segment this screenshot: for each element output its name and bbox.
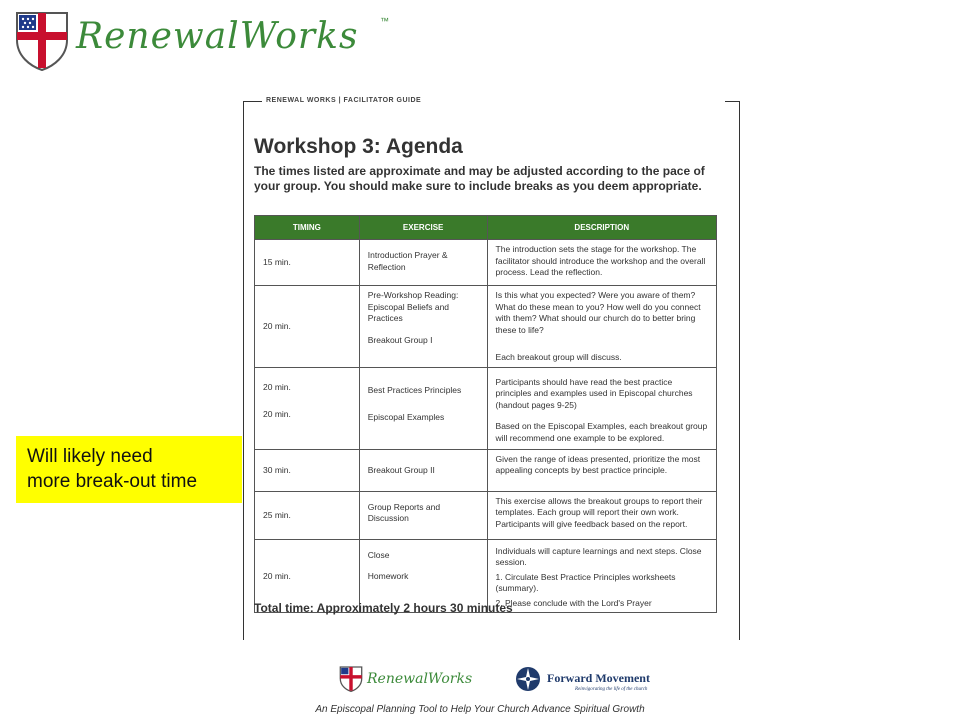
spacer <box>263 393 351 409</box>
page-title: Workshop 3: Agenda <box>254 135 463 158</box>
table-row <box>255 491 717 539</box>
exercise-cell: Breakout Group II <box>359 449 487 491</box>
footer-tagline: An Episcopal Planning Tool to Help Your Church Advance Spiritual Growth <box>315 704 645 715</box>
description-text: Individuals will capture learnings and next steps. Close session. <box>495 545 702 567</box>
episcopal-shield-icon <box>339 664 363 694</box>
trademark-mark: ™ <box>380 16 389 26</box>
top-rule-left <box>244 101 262 102</box>
footer-renewalworks-text: RenewalWorks <box>367 671 473 687</box>
timing-cell: 20 min. <box>255 539 360 613</box>
brand-name: RenewalWorks <box>76 16 359 57</box>
table-row <box>255 367 717 449</box>
table-row <box>255 240 717 286</box>
column-header-exercise: EXERCISE <box>359 216 487 240</box>
footer-logos <box>339 664 659 704</box>
spacer <box>496 336 708 352</box>
renewalworks-logo <box>14 10 414 72</box>
total-time: Total time: Approximately 2 hours 30 minutes <box>254 601 513 615</box>
episcopal-shield-icon <box>14 10 70 72</box>
timing-cell: 20 min. <box>255 286 360 368</box>
forward-movement-text: Forward Movement <box>547 671 650 685</box>
exercise-text: Pre-Workshop Reading: Episcopal Beliefs and Practices <box>367 290 459 323</box>
description-cell: The introduction sets the stage for the workshop. The facilitator should introduce the workshop and the overall process. Lead the reflection. <box>487 240 716 286</box>
facilitator-guide-page <box>243 97 740 640</box>
table-header-row <box>255 216 717 240</box>
table-row <box>255 449 717 491</box>
timing-text: 20 min. <box>263 409 291 419</box>
agenda-table <box>254 215 717 613</box>
callout-note <box>16 436 242 503</box>
callout-line-1: Will likely need <box>27 446 153 467</box>
compass-rose-icon <box>515 666 541 692</box>
timing-cell: 25 min. <box>255 491 360 539</box>
forward-movement-subtitle: Reinvigorating the life of the church <box>575 687 648 692</box>
table-row <box>255 286 717 368</box>
timing-cell: 15 min. <box>255 240 360 286</box>
exercise-text: Close <box>367 549 390 560</box>
exercise-cell <box>359 367 487 449</box>
description-text: Each breakout group will discuss. <box>495 352 622 362</box>
timing-text: 20 min. <box>263 381 291 392</box>
description-text: 1. Circulate Best Practice Principles worksheets (summary). <box>495 571 676 593</box>
spacer <box>368 561 479 571</box>
top-rule-right <box>725 101 739 102</box>
spacer <box>368 396 479 412</box>
description-text: Participants should have read the best practice principles and examples used in Episcopal churches (handout pages 9-25) <box>495 376 693 410</box>
exercise-cell <box>359 286 487 368</box>
exercise-text: Breakout Group I <box>367 334 433 345</box>
exercise-cell: Introduction Prayer & Reflection <box>359 240 487 286</box>
description-cell <box>487 367 716 449</box>
column-header-description: DESCRIPTION <box>487 216 716 240</box>
column-header-timing: TIMING <box>255 216 360 240</box>
description-cell: This exercise allows the breakout groups to report their templates. Each group will report their own work. Participants will give feedback based on the report. <box>487 491 716 539</box>
exercise-cell: Group Reports and Discussion <box>359 491 487 539</box>
timing-cell: 30 min. <box>255 449 360 491</box>
description-cell: Given the range of ideas presented, prioritize the most appealing concepts by best practice principle. <box>487 449 716 491</box>
description-text: Is this what you expected? Were you aware of them? What do these mean to you? How well do you connect with them? What should our church do to better bring these to life? <box>495 290 701 335</box>
description-text: 2. Please conclude with the Lord's Prayer <box>495 597 652 608</box>
spacer <box>496 411 708 421</box>
exercise-text: Best Practices Principles <box>367 384 462 395</box>
intro-paragraph: The times listed are approximate and may be adjusted according to the pace of your group. You should make sure to include breaks as you deem appropriate. <box>254 164 705 193</box>
spacer <box>368 325 479 335</box>
description-text: Based on the Episcopal Examples, each breakout group will recommend one example to be explored. <box>495 421 708 443</box>
exercise-text: Episcopal Examples <box>367 412 445 422</box>
description-cell <box>487 286 716 368</box>
doc-running-header: RENEWAL WORKS | FACILITATOR GUIDE <box>266 97 422 104</box>
callout-line-2: more break-out time <box>27 471 198 492</box>
exercise-text: Homework <box>367 571 409 581</box>
timing-cell <box>255 367 360 449</box>
description-cell <box>487 539 716 613</box>
